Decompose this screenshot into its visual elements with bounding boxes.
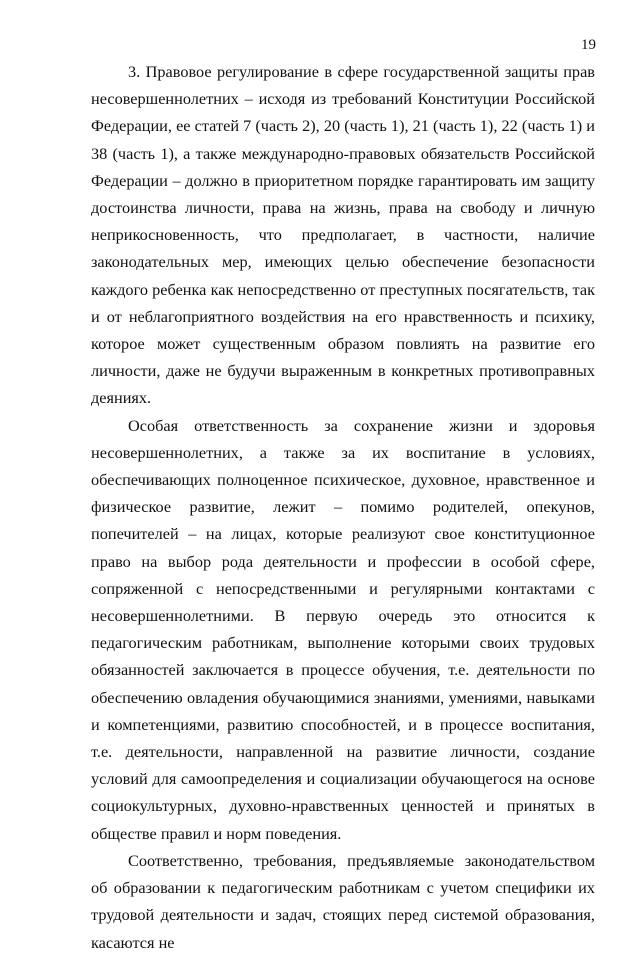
document-body — [91, 58, 595, 956]
paragraph-1: 3. Правовое регулирование в сфере государственной защиты прав несовершеннолетних – исходя из требований Конституции Российской Федерации, ее статей 7 (часть 2), 20 (часть 1), 21 (часть 1), 22 (часть 1) и 38 (часть 1), а также международно-правовых обязательств Российской Федерации – должно в приоритетном порядке гарантировать им защиту достоинства личности, права на жизнь, права на свободу и личную неприкосновенность, что предполагает, в частности, наличие законодательных мер, имеющих целью обеспечение безопасности каждого ребенка как непосредственно от преступных посягательств, так и от неблагоприятного воздействия на его нравственность и психику, которое может существенным образом повлиять на развитие его личности, даже не будучи выраженным в конкретных противоправных деяниях. — [91, 62, 595, 408]
page-number: 19 — [581, 37, 596, 53]
paragraph-2: Особая ответственность за сохранение жизни и здоровья несовершеннолетних, а также за их воспитание в условиях, обеспечивающих полноценное психическое, духовное, нравственное и физическое развитие, лежит – помимо родителей, опекунов, попечителей – на лицах, которые реализуют свое конституционное право на выбор рода деятельности и профессии в особой сфере, сопряженной с непосредственными и регулярными контактами с несовершеннолетними. В первую очередь это относится к педагогическим работникам, выполнение которыми своих трудовых обязанностей заключается в процессе обучения, т.е. деятельности по обеспечению овладения обучающимися знаниями, умениями, навыками и компетенциями, развитию способностей, и в процессе воспитания, т.е. деятельности, направленной на развитие личности, создание условий для самоопределения и социализации обучающегося на основе социокультурных, духовно-нравственных ценностей и принятых в обществе правил и норм поведения. — [91, 415, 595, 843]
paragraph-3: Соответственно, требования, предъявляемые законодательством об образовании к педагогическим работникам с учетом специфики их трудовой деятельности и задач, стоящих перед системой образования, касаются не — [91, 850, 595, 952]
